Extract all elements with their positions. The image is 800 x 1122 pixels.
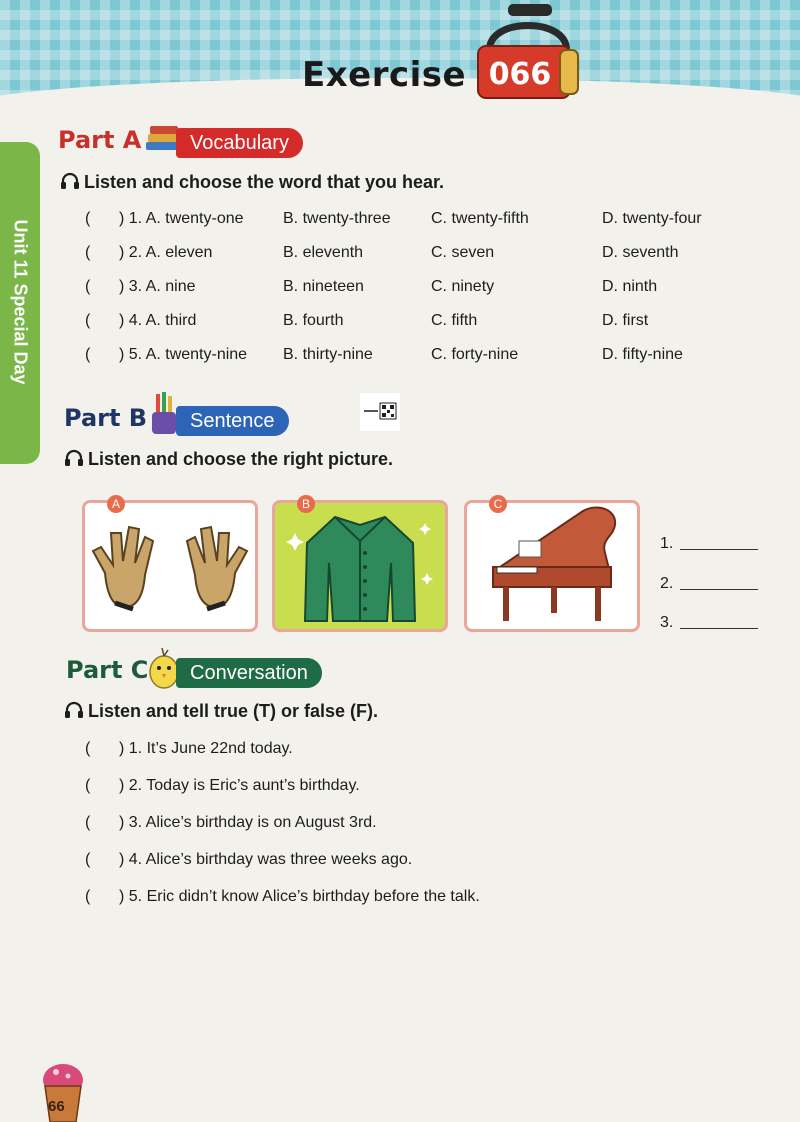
picture-a-letter: A: [107, 495, 125, 513]
side-tab-label: Unit 11 Special Day: [10, 219, 31, 385]
option-a: ) 1. A. twenty-one: [119, 210, 244, 227]
part-a-header: [58, 126, 318, 160]
answer-blank[interactable]: [680, 628, 758, 629]
headphones-icon: [60, 172, 80, 190]
part-a-pill: Vocabulary: [176, 128, 303, 158]
option-b: B. fourth: [283, 312, 344, 329]
answer-paren: (: [85, 888, 91, 905]
part-c-pill: Conversation: [176, 658, 322, 688]
option-c: C. ninety: [431, 278, 495, 295]
part-a-label: Part A: [58, 126, 142, 154]
part-b-label: Part B: [64, 404, 148, 432]
answer-paren: (: [85, 244, 91, 261]
answer-paren: (: [85, 740, 91, 757]
qr-code-icon: [360, 393, 400, 431]
answer-number: 1.: [660, 535, 674, 552]
option-d: D. fifty-nine: [602, 346, 683, 363]
answer-line[interactable]: [660, 575, 673, 597]
statement-text: ) 5. Eric didn’t know Alice’s birthday before the talk.: [119, 888, 480, 905]
option-a: ) 5. A. twenty-nine: [119, 346, 248, 363]
answer-paren: (: [85, 346, 91, 363]
exercise-title: Exercise: [302, 55, 467, 95]
part-c-instruction-text: Listen and tell true (T) or false (F).: [88, 701, 379, 721]
option-d: D. first: [602, 312, 649, 329]
part-b-pill: Sentence: [176, 406, 289, 436]
gloves-icon: [85, 503, 255, 629]
option-b: B. thirty-nine: [283, 346, 373, 363]
option-b: B. nineteen: [283, 278, 364, 295]
answer-line[interactable]: [660, 614, 673, 636]
answer-line[interactable]: [660, 535, 673, 557]
option-c: C. forty-nine: [431, 346, 519, 363]
option-a: ) 2. A. eleven: [119, 244, 213, 261]
option-d: D. twenty-four: [602, 210, 702, 227]
part-b-instruction: [64, 449, 393, 470]
headphones-icon: [64, 449, 84, 467]
answer-paren: (: [85, 210, 91, 227]
answer-blank[interactable]: [680, 589, 758, 590]
option-c: C. fifth: [431, 312, 478, 329]
statement-text: ) 2. Today is Eric’s aunt’s birthday.: [119, 777, 360, 794]
part-c-instruction: [64, 701, 378, 722]
qr-code: [360, 393, 400, 431]
option-a: ) 4. A. third: [119, 312, 197, 329]
part-c-label: Part C: [66, 656, 149, 684]
picture-b[interactable]: [272, 497, 448, 632]
piano-icon: [467, 503, 637, 629]
answer-blank[interactable]: [680, 549, 758, 550]
exercise-badge: [468, 2, 588, 106]
option-d: D. ninth: [602, 278, 658, 295]
option-a: ) 3. A. nine: [119, 278, 196, 295]
part-b-header: [64, 404, 304, 438]
exercise-number: 066: [488, 57, 552, 92]
answer-number: 2.: [660, 575, 674, 592]
answer-paren: (: [85, 278, 91, 295]
part-a-instruction: [60, 172, 444, 193]
option-b: B. eleventh: [283, 244, 364, 261]
statement-text: ) 1. It’s June 22nd today.: [119, 740, 293, 757]
jacket-icon: [275, 503, 445, 629]
option-c: C. seven: [431, 244, 495, 261]
part-c-header: [66, 656, 346, 690]
headphones-icon: [64, 701, 84, 719]
answer-paren: (: [85, 312, 91, 329]
picture-c[interactable]: [464, 497, 640, 632]
answer-paren: (: [85, 777, 91, 794]
option-d: D. seventh: [602, 244, 679, 261]
page-number: 66: [48, 1098, 65, 1115]
option-c: C. twenty-fifth: [431, 210, 529, 227]
answer-paren: (: [85, 851, 91, 868]
part-a-instruction-text: Listen and choose the word that you hear.: [84, 172, 445, 192]
picture-a[interactable]: [82, 497, 258, 632]
answer-number: 3.: [660, 614, 674, 631]
part-b-instruction-text: Listen and choose the right picture.: [88, 449, 394, 469]
picture-c-letter: C: [489, 495, 507, 513]
statement-text: ) 3. Alice’s birthday is on August 3rd.: [119, 814, 377, 831]
option-b: B. twenty-three: [283, 210, 391, 227]
answer-paren: (: [85, 814, 91, 831]
picture-b-letter: B: [297, 495, 315, 513]
statement-text: ) 4. Alice’s birthday was three weeks ago.: [119, 851, 413, 868]
